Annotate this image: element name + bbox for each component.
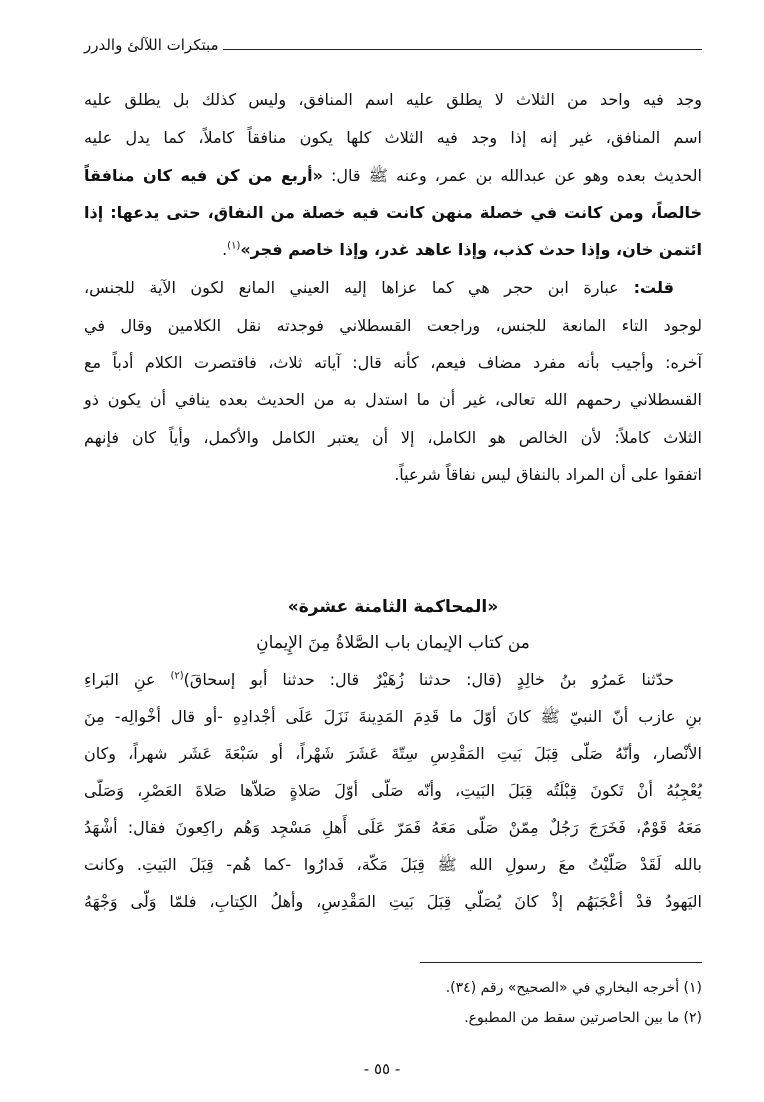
text-segment: مَعَهُ قَوْمٌ، فَخَرَجَ رَجُلٌ مِمّنْ صَلّى مَعَهُ فَمَرّ عَلَى أَهلِ مَسْجِد وَهُم راكِعونَ فقال: أشْهَدُ [84,818,702,837]
text-segment: عبارة ابن حجر هي كما عزاها إليه العيني المانع لكون الآية للجنس، [84,278,619,297]
text-segment: الأنْصار، وأنّهُ صَلّى قِبَلَ بَيتِ المَقْدِسِ سِتّةَ عَشَرَ شَهْراً، أو سَبْعَةَ عَشَر شهراً، وكان [84,744,702,763]
text-line [84,127,702,149]
text-segment: خالصاً، ومن كانت في خصلة منهن كانت فيه خصلة من النفاق، حتى يدعها: إذا [84,203,702,222]
text-line [84,743,702,765]
text-segment: بالله لَقَدْ صَلّيْتُ معَ رسولِ الله ﷺ قِبَلَ مَكّة، فَدارُوا -كما هُم- قِبَلَ البَيتِ. وكانت [84,855,702,874]
text-segment: عنِ البَراءِ [84,670,171,689]
text-line [84,817,702,839]
text-segment: القسطلاني رحمهم الله تعالى، غير أن ما استدل به من الحديث بعده ينافي أن يكون ذو [84,390,702,409]
text-segment: اسم المنافق، غير إنه إذا وجد فيه الثلاث كلها يكون منافقاً كاملاً، كما يدل عليه [84,128,702,147]
text-line [84,89,702,111]
running-header [84,30,702,54]
text-segment: اتفقوا على أن المراد بالنفاق ليس نفاقاً شرعياً. [394,465,702,484]
text-line [84,780,702,802]
text-segment: قلت: [618,278,675,297]
text-line [84,669,674,691]
text-line [84,239,702,261]
page-number: - ٥٥ - [363,1060,401,1078]
text-segment: حدّثنا عَمرُو بنُ خالِدٍ (قال: حدثنا زُهَيْرٌ قال: حدثنا أبو إسحاقَ) [183,670,675,689]
text-segment: الحديث بعده وهو عن عبدالله بن عمر، وعنه ﷺ قال: [322,166,703,185]
text-segment: . [222,240,228,259]
footnote-2: (٢) ما بين الحاصرتين سقط من المطبوع. [464,1010,702,1026]
text-line [84,427,702,449]
text-line [84,891,702,913]
text-segment: بنِ عازب أنّ النبيّ ﷺ كانَ أوّلَ ما قَدِمَ المَدِينةَ نَزَلَ عَلَى أجْدادِهِ -أو قال أخْوالِه- مِنَ [84,707,702,726]
footnote-rule [420,962,702,963]
text-segment: الثلاث كاملاً: لأن الخالص هو الكامل، إلا أن يعتبر الكامل والأكمل، وأياً كان فإنهم [84,428,702,447]
text-line [84,854,702,876]
running-header-title: مبتكرات اللآلئ والدرر [84,36,219,54]
text-line [84,389,702,411]
text-segment: لوجود التاء المانعة للجنس، وراجعت القسطلاني فوجدته نقل الكلامين وقال في [84,316,702,335]
footnote-ref: (٢) [170,670,184,682]
header-rule [223,49,702,50]
section-subheading: من كتاب الإيمان باب الصَّلاةُ مِنَ الإِيمانِ [256,633,530,653]
text-line [84,277,674,299]
text-segment: يُعْجِبُهُ أنْ تَكونَ قِبْلَتُه قِبَلَ البَيتِ، وأنّه صَلّى أوّلَ صَلاةٍ صَلاّها صَلاةَ العَصْرِ، وَصَلّى [84,781,702,800]
text-line [84,315,702,337]
section-heading: «المحاكمة الثامنة عشرة» [287,597,499,617]
text-line [84,352,702,374]
text-segment: اليَهودُ قدْ أعْجَبَهُم إذْ كانَ يُصَلّي قِبَلَ بَيتِ المَقْدِسِ، وأهلُ الكِتابِ، فلمّا وَلّى وَجْهَهُ [84,892,702,911]
text-line [84,706,702,728]
text-line [84,165,702,187]
text-line [84,202,702,224]
text-segment: وجد فيه واحد من الثلاث لا يطلق عليه اسم المنافق، وليس كذلك بل يطلق عليه [84,90,702,109]
footnote-1: (١) أخرجه البخاري في «الصحيح» رقم (٣٤). [445,980,702,996]
text-segment: ائتمن خان، وإذا حدث كذب، وإذا عاهد غدر، وإذا خاصم فجر» [240,240,702,259]
text-segment: «أربع من كن فيه كان منافقاً [84,166,323,185]
text-line [84,464,702,486]
text-segment: آخره: وأجيب بأنه مفرد مضاف فيعم، كأنه قال: آياته ثلاث، فاقتصرت الكلام أدباً مع [84,353,702,372]
footnote-ref: (١) [227,240,241,252]
